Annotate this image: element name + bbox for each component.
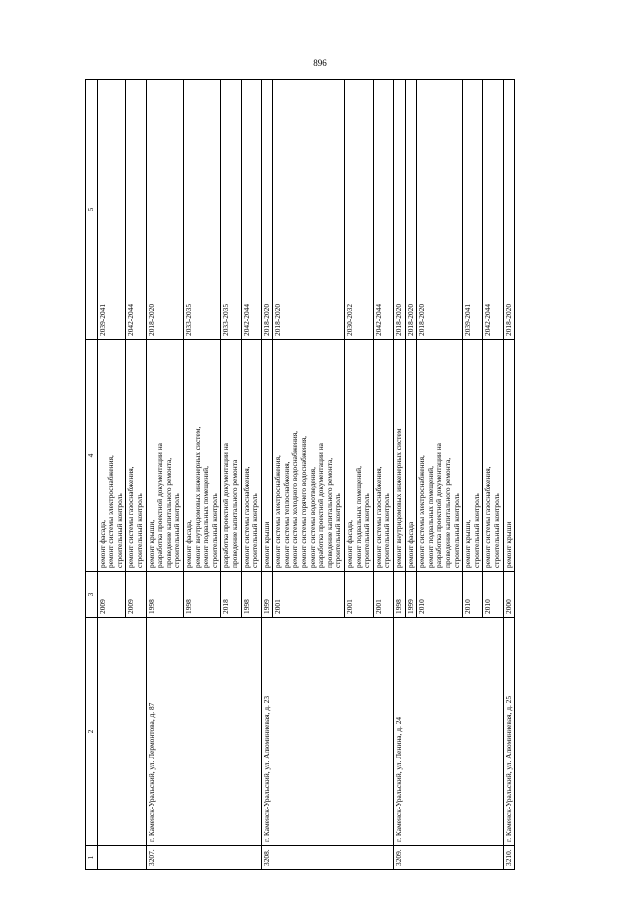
year-cell: 1998 — [241, 572, 261, 618]
building-number: 3208. — [261, 846, 393, 870]
table-row — [261, 80, 273, 870]
works-cell — [463, 340, 483, 572]
table-row — [503, 80, 515, 870]
work-item: ремонт подвальных помещений, — [425, 466, 435, 568]
work-item: строительный контроль — [172, 493, 182, 568]
works-cell — [261, 340, 273, 572]
work-item: ремонт фасада, — [345, 520, 355, 568]
building-address — [97, 618, 146, 846]
work-item: ремонт системы водоотведения, — [307, 467, 317, 568]
work-item: ремонт подвальных помещений, — [201, 466, 211, 568]
work-item: строительный контроль — [250, 493, 260, 568]
year-cell: 2018 — [221, 572, 241, 618]
work-item: ремонт фасада — [405, 521, 415, 568]
year-cell: 2001 — [345, 572, 374, 618]
year-cell: 2001 — [373, 572, 393, 618]
building-number: 3210. — [503, 846, 515, 870]
works-cell — [146, 340, 183, 572]
work-item: ремонт крыши — [261, 521, 271, 568]
building-address: г. Каменск-Уральский, ул. Алюминиевая, д. 25 — [503, 618, 515, 846]
work-item: проведение капитального ремонта, — [324, 457, 334, 568]
building-number: 3207. — [146, 846, 261, 870]
year-cell: 2000 — [503, 572, 515, 618]
period-cell: 2018-2020 — [273, 80, 345, 340]
work-item: проведение капитального ремонта, — [442, 457, 452, 568]
period-cell: 2018-2020 — [146, 80, 183, 340]
page-number: 896 — [313, 58, 327, 68]
works-cell — [394, 340, 406, 572]
table-row — [97, 80, 126, 870]
work-item: строительный контроль — [362, 493, 372, 568]
work-item: ремонт системы электроснабжения, — [106, 455, 116, 568]
year-cell: 1998 — [394, 572, 406, 618]
work-item: ремонт системы газоснабжения, — [241, 466, 251, 568]
year-cell: 2009 — [97, 572, 126, 618]
header-row — [86, 80, 98, 870]
work-item: разработка проектной документации на — [155, 443, 165, 568]
period-cell: 2030-2032 — [345, 80, 374, 340]
work-item: ремонт крыши, — [463, 519, 473, 568]
period-cell: 2042-2044 — [373, 80, 393, 340]
work-item: ремонт внутридомовых инженерных систем, — [192, 426, 202, 568]
table-row — [394, 80, 406, 870]
building-number: 3209. — [394, 846, 504, 870]
works-cell — [97, 340, 126, 572]
work-item: строительный контроль — [114, 493, 124, 568]
work-item: ремонт подвальных помещений, — [353, 466, 363, 568]
works-cell — [183, 340, 220, 572]
works-cell — [373, 340, 393, 572]
works-cell — [417, 340, 463, 572]
works-cell — [221, 340, 241, 572]
work-item: проведение капитального ремонта, — [163, 457, 173, 568]
works-cell — [126, 340, 146, 572]
period-cell: 2033-2035 — [183, 80, 220, 340]
building-number — [97, 846, 146, 870]
work-item: строительный контроль — [491, 493, 501, 568]
period-cell: 2039-2041 — [463, 80, 483, 340]
work-item: разработка проектной документации на — [316, 443, 326, 568]
building-address: г. Каменск-Уральский, ул. Ленина, д. 24 — [394, 618, 504, 846]
work-item: разработка проектной документации на — [221, 443, 231, 568]
work-item: ремонт системы газоснабжения, — [126, 466, 136, 568]
year-cell: 2010 — [417, 572, 463, 618]
work-item: строительный контроль — [209, 493, 219, 568]
work-item: ремонт внутридомовых инженерных систем — [394, 428, 403, 568]
works-cell — [241, 340, 261, 572]
work-item: разработка проектной документации на — [434, 443, 444, 568]
work-item: ремонт фасада, — [97, 520, 107, 568]
rotated-sheet — [85, 80, 635, 870]
header-col-1: 1 — [86, 846, 98, 870]
period-cell: 2018-2020 — [503, 80, 515, 340]
year-cell: 1998 — [146, 572, 183, 618]
year-cell: 2001 — [273, 572, 345, 618]
year-cell: 2010 — [463, 572, 483, 618]
period-cell: 2042-2044 — [241, 80, 261, 340]
repair-schedule-table — [85, 79, 515, 870]
works-cell — [345, 340, 374, 572]
works-cell — [273, 340, 345, 572]
work-item: строительный контроль — [333, 493, 343, 568]
work-item: ремонт крыши — [503, 521, 513, 568]
period-cell: 2018-2020 — [394, 80, 406, 340]
table-body — [97, 80, 515, 870]
work-item: проведение капитального ремонта — [229, 459, 239, 568]
building-address: г. Каменск-Уральский, ул. Лермонтова, д. 87 — [146, 618, 261, 846]
period-cell: 2018-2020 — [417, 80, 463, 340]
work-item: ремонт системы горячего водоснабжения, — [299, 435, 309, 568]
work-item: ремонт крыши, — [146, 519, 156, 568]
work-item: строительный контроль — [471, 493, 481, 568]
year-cell: 1999 — [405, 572, 417, 618]
work-item: ремонт системы холодного водоснабжения, — [290, 431, 300, 568]
period-cell: 2039-2041 — [97, 80, 126, 340]
period-cell: 2018-2020 — [405, 80, 417, 340]
header-col-5: 5 — [86, 80, 98, 340]
period-cell: 2033-2035 — [221, 80, 241, 340]
work-item: строительный контроль — [134, 493, 144, 568]
header-col-3: 3 — [86, 572, 98, 618]
year-cell: 1999 — [261, 572, 273, 618]
work-item: ремонт системы электроснабжения, — [417, 455, 427, 568]
header-col-2: 2 — [86, 618, 98, 846]
year-cell: 2010 — [483, 572, 503, 618]
year-cell: 1998 — [183, 572, 220, 618]
work-item: ремонт системы газоснабжения, — [483, 466, 493, 568]
work-item: строительный контроль — [451, 493, 461, 568]
period-cell: 2042-2044 — [126, 80, 146, 340]
year-cell: 2009 — [126, 572, 146, 618]
period-cell: 2018-2020 — [261, 80, 273, 340]
works-cell — [483, 340, 503, 572]
work-item: ремонт системы теплоснабжения, — [281, 461, 291, 568]
works-cell — [405, 340, 417, 572]
work-item: ремонт системы газоснабжения, — [373, 466, 383, 568]
building-address: г. Каменск-Уральский, ул. Алюминиевая, д. 23 — [261, 618, 393, 846]
work-item: ремонт системы электроснабжения, — [273, 455, 283, 568]
work-item: строительный контроль — [382, 493, 392, 568]
works-cell — [503, 340, 515, 572]
work-item: ремонт фасада, — [183, 520, 193, 568]
period-cell: 2042-2044 — [483, 80, 503, 340]
header-col-4: 4 — [86, 340, 98, 572]
table-row — [146, 80, 183, 870]
